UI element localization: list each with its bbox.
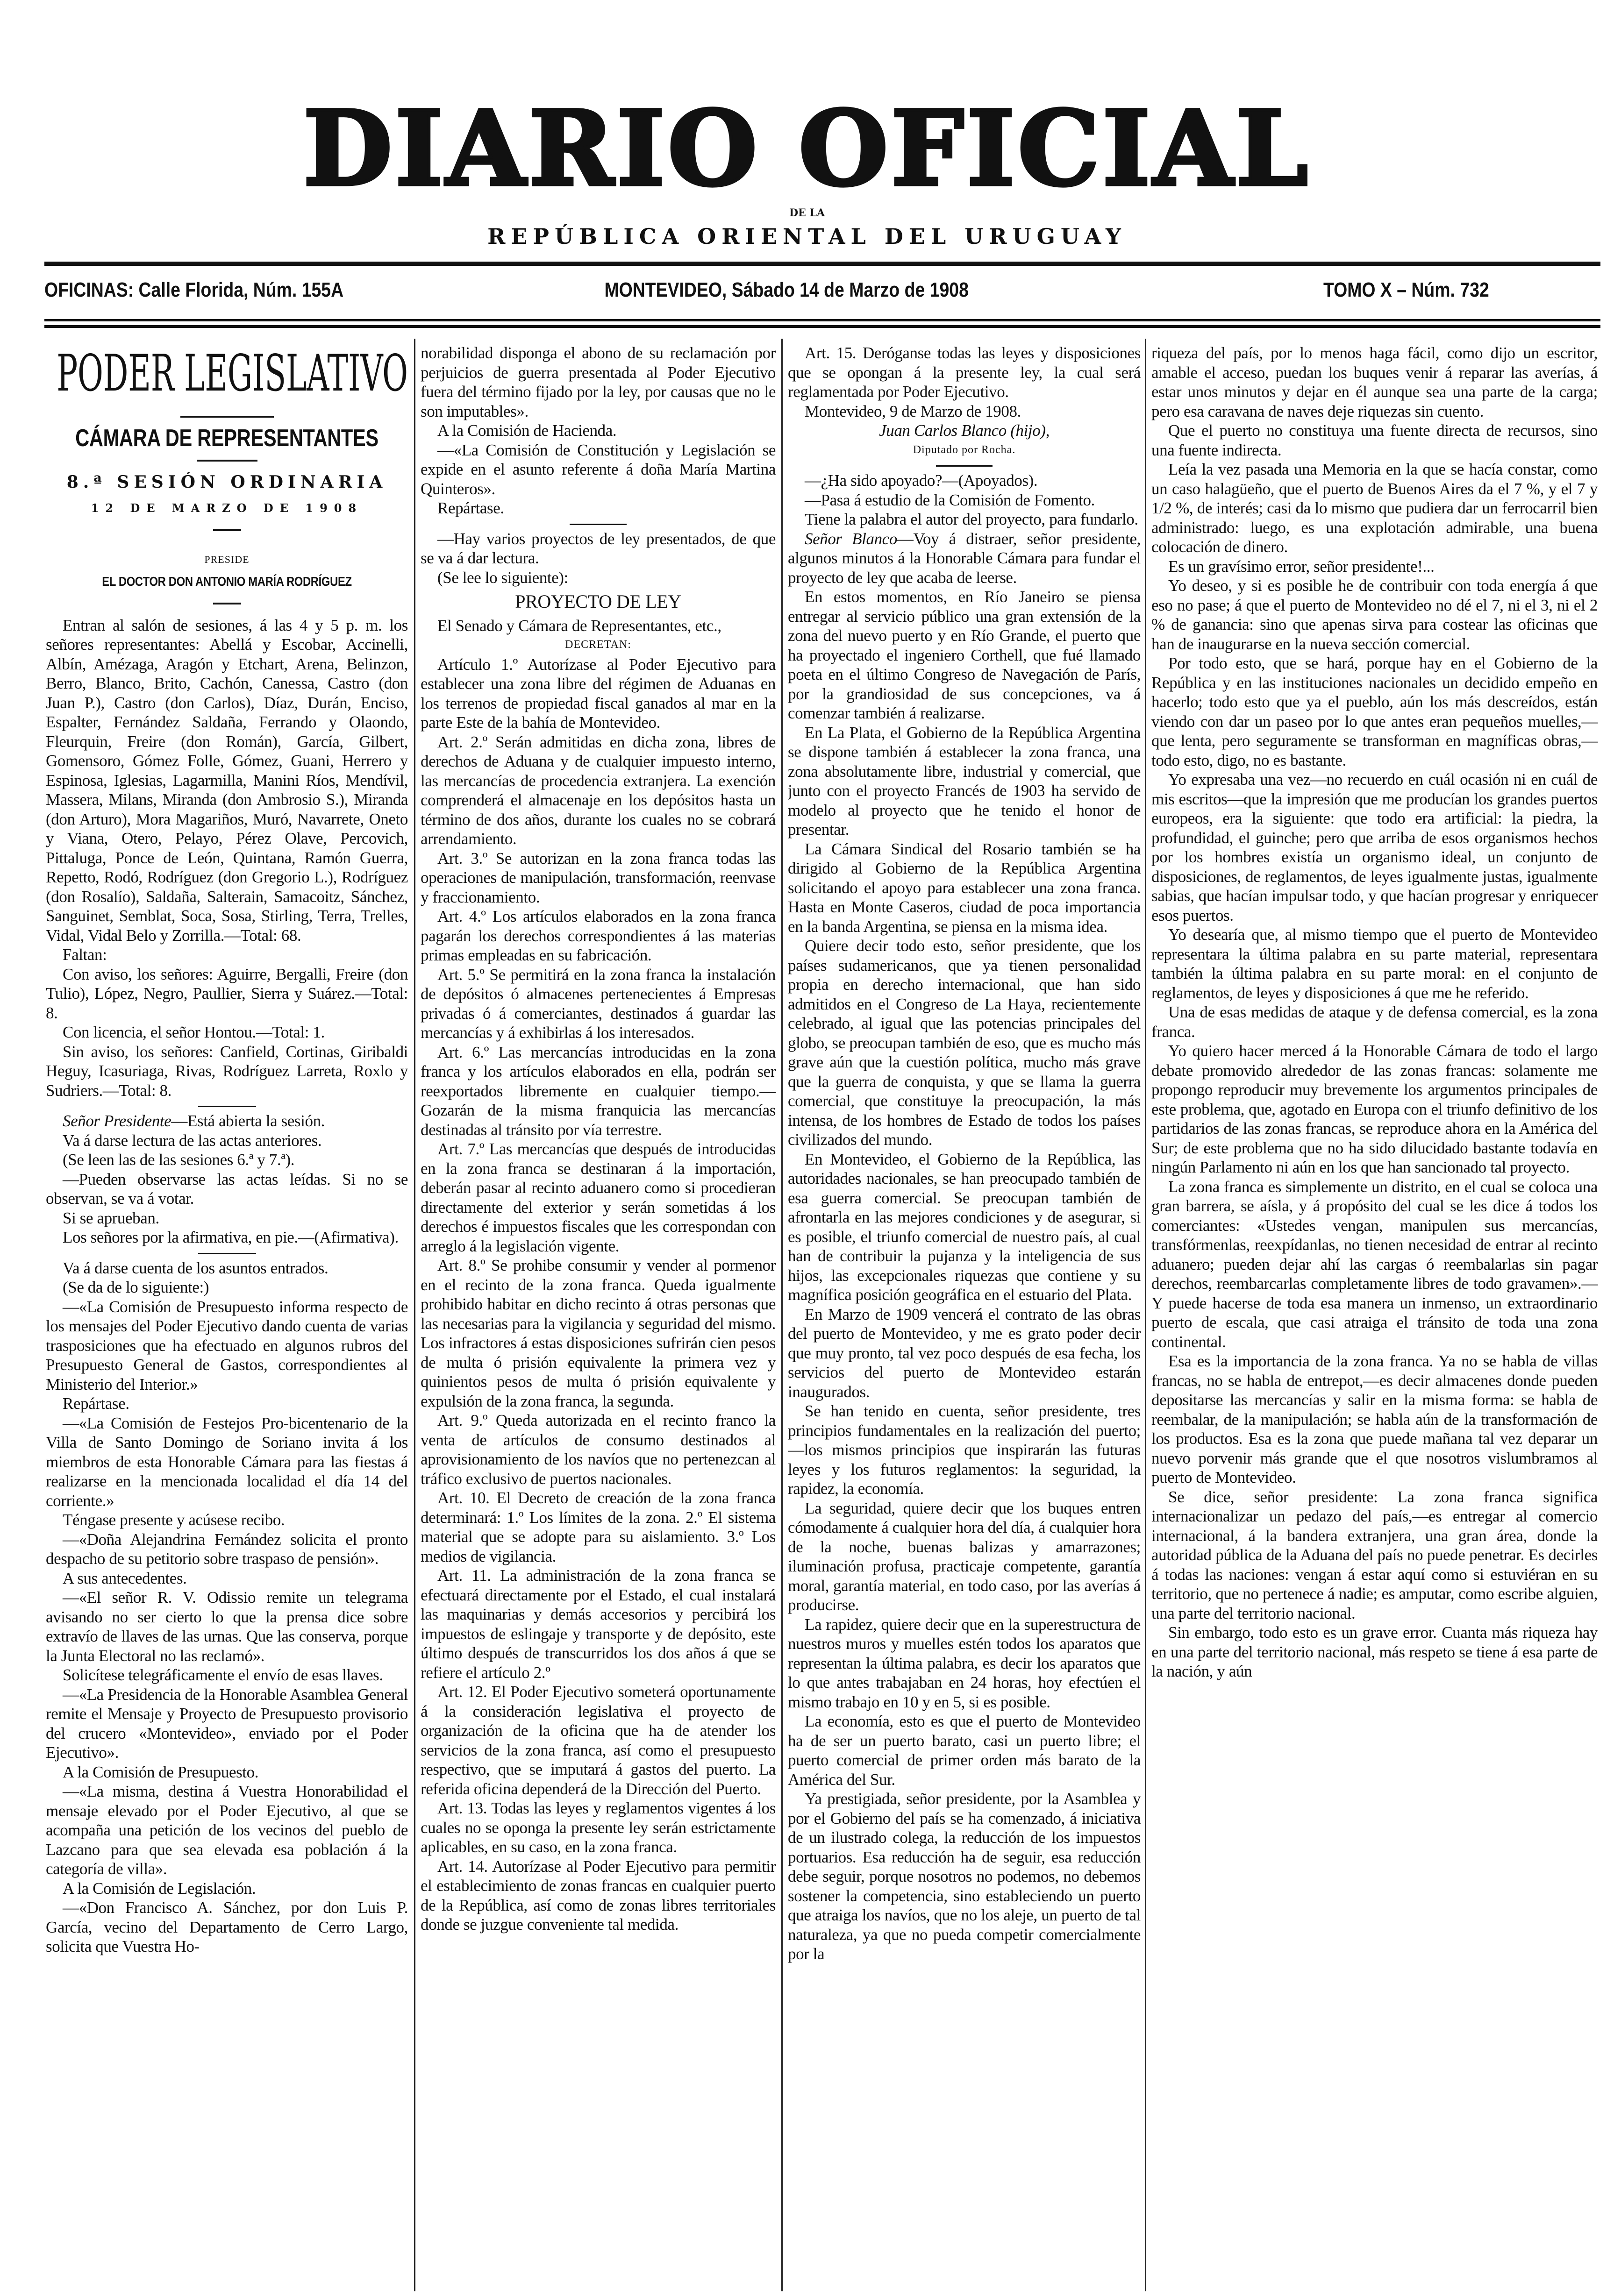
- paragraph: [421, 655, 776, 732]
- section-title: PODER LEGISLATIVO: [57, 344, 408, 403]
- offices-address: OFICINAS: Calle Florida, Núm. 155A: [44, 278, 344, 301]
- paragraph: [788, 402, 1141, 421]
- paragraph: [1151, 1487, 1598, 1623]
- column-2: [421, 343, 776, 2296]
- paragraph: [421, 849, 776, 907]
- paragraph: [1151, 460, 1598, 557]
- paragraph-text: —«La misma, destina á Vuestra Honorabilidad el mensaje elevado por el Poder Ejecutivo, al que se acompaña una petición de los vecinos del pueblo de Lazcano para que sea elevada esa población á la categoría de villa».: [46, 1782, 408, 1878]
- paragraph-text: La zona franca es simplemente un distrito, en el cual se coloca una gran barrera, se aísla, y á propósito del cual se les dice á todos los comerciantes: «Ustedes vengan, manipulen sus mercancías, transfórmenlas, reexpídanlas, no tienen necesidad de entrar al recinto aduanero; pueden dejar ahí las cargas ó reembalarlas sin pagar derechos, reembarcarlas completamente libres de todo gravamen».—Y puede hacerse de toda esa manera un inmenso, un extraordinario puerto de escala, que casi atraiga el tránsito de toda una zona continental.: [1151, 1177, 1598, 1351]
- masthead-rule: [44, 262, 1600, 266]
- paragraph-text: Montevideo, 9 de Marzo de 1908.: [805, 402, 1021, 420]
- paragraph-text: Entran al salón de sesiones, á las 4 y 5 p. m. los señores representantes: Abellá y Escobar, Accinelli, Albín, Amézaga, Aragón y Etchart, Arena, Belinzon, Berro, Blanco, Brito, Cachón, Canessa, Castro (don Juan P.), Castro (don Carlos), Díaz, Durán, Enciso, Espalter, Fernández Saldaña, Ferrando y Olaondo, Fleurquin, Freire (don Román), García, Gilbert, Gomensoro, Gómez Folle, Gómez, Guani, Herrero y Espinosa, Iglesias, Lagarmilla, Manini Ríos, Mendívil, Massera, Milans, Miranda (don Ambrosio S.), Miranda (don Arturo), Mora Magariños, Muró, Navarrete, Oneto y Viana, Otero, Pelayo, Pérez Olave, Percovich, Pittaluga, Ponce de León, Quintana, Ramón Guerra, Repetto, Rodó, Rodríguez (don Gregorio L.), Rodríguez (don Rosalío), Saldaña, Salterain, Samacoitz, Sánchez, Sanguinet, Semblat, Soca, Sosa, Stirling, Terra, Trelles, Vidal, Vidal Belo y Zorrilla.—Total: 68.: [46, 616, 408, 945]
- paragraph-text: Sin embargo, todo esto es un grave error. Cuanta más riqueza hay en una parte del territorio nacional, más respeto se tiene á esa parte de la nación, y aún: [1151, 1623, 1598, 1680]
- paragraph-text: (Se lee lo siguiente):: [437, 568, 568, 587]
- paragraph-text: Art. 14. Autorízase al Poder Ejecutivo para permitir el establecimiento de zonas francas en cualquier puerto de la República, así como de zonas libres territoriales donde se juzgue conveniente tal medida.: [421, 1857, 776, 1933]
- paragraph: [421, 965, 776, 1043]
- separator-rule: [421, 518, 776, 529]
- paragraph-text: Es un gravísimo error, señor presidente!...: [1168, 557, 1435, 576]
- paragraph: [421, 343, 776, 421]
- paragraph-text: Art. 7.º Las mercancías que después de introducidas en la zona franca se destinaran á la importación, deberán pasar al recinto aduanero como si procedieran directamente del exterior y serán sometidas á los derechos é impuestos fiscales que les correspondan con arreglo á la legislación vigente.: [421, 1140, 776, 1255]
- paragraph: [1151, 576, 1598, 654]
- paragraph-text: —Hay varios proyectos de ley presentados, de que se va á dar lectura.: [421, 529, 776, 567]
- paragraph: [46, 1278, 408, 1297]
- paragraph-text: —«La Comisión de Festejos Pro-bicentenario de la Villa de Santo Domingo de Soriano invita á los miembros de esta Honorable Cámara para las fiestas á realizarse en la mencionada localidad el día 14 del corriente.»: [46, 1414, 408, 1510]
- paragraph: [46, 1588, 408, 1665]
- paragraph-text: Art. 12. El Poder Ejecutivo someterá oportunamente á la consideración legislativa el proyecto de organización de la oficina que ha de atender los servicios de la zona franca, así como el presupuesto respectivo, que se imputará á gastos del puerto. La referida oficina dependerá de la Dirección del Puerto.: [421, 1683, 776, 1798]
- paragraph: [46, 1569, 408, 1588]
- paragraph-text: A la Comisión de Hacienda.: [437, 421, 617, 440]
- separator-rule: [788, 460, 1141, 471]
- paragraph-text: La seguridad, quiere decir que los buques entren cómodamente á cualquier hora del día, á cualquier hora de la noche, buenas balizas y amarrazones; iluminación profusa, practicaje competente, garantía moral, garantía material, en todo caso, por las averías á producirse.: [788, 1499, 1141, 1614]
- dateline: MONTEVIDEO, Sábado 14 de Marzo de 1908: [604, 278, 969, 301]
- paragraph: [1151, 343, 1598, 421]
- paragraph-text: En estos momentos, en Río Janeiro se piensa entregar al servicio público una gran extensión de la zona del nuevo puerto y en Río Grande, el puerto que ha proyectado el ingeniero Corthell, que fué llamado poeta en el último Congreso de Navegación de París, por la grandiosidad de sus concepciones, va á comenzar también á realizarse.: [788, 588, 1141, 722]
- president-name: EL DOCTOR DON ANTONIO MARÍA RODRÍGUEZ: [102, 574, 352, 589]
- divider: [213, 529, 241, 531]
- info-bar: [44, 278, 1489, 311]
- paragraph: [788, 529, 1141, 588]
- paragraph: [1151, 1041, 1598, 1177]
- paragraph-text: —«La Presidencia de la Honorable Asamblea General remite el Mensaje y Proyecto de Presupuesto provisorio del crucero «Montevideo», enviado por el Poder Ejecutivo».: [46, 1685, 408, 1762]
- paragraph: [1151, 1351, 1598, 1487]
- paragraph-text: —Está abierta la sesión.: [171, 1112, 325, 1130]
- paragraph-text: Se dice, señor presidente: La zona franca significa internacionalizar un pedazo del país,—es entregar al comercio internacional, á la bandera extranjera, una gran área, donde la autoridad pública de la Aduana del país no puede penetrar. Es decirles á todas las naciones: vengan á estar aquí como si estuviéran en su territorio, que no pertenece á nadie; es amputar, como escribe alguien, una parte del territorio nacional.: [1151, 1487, 1598, 1622]
- paragraph: [421, 441, 776, 499]
- paragraph-text: Los señores por la afirmativa, en pie.—(Afirmativa).: [63, 1228, 399, 1246]
- paragraph-text: Art. 13. Todas las leyes y reglamentos vigentes á los cuales no se oponga la presente ley serán estrictamente aplicables, en su caso, en la zona franca.: [421, 1799, 776, 1856]
- masthead-de-la: DE LA: [789, 207, 825, 219]
- paragraph: [46, 1111, 408, 1131]
- paragraph-text: Esa es la importancia de la zona franca. Ya no se habla de villas francas, no se habla de entrepot,—es decir almacenes donde pueden depositarse las mercancías y salir en la misma forma: se habla de reembalar, de la manipulación; se habla aún de la transformación de los productos. Esa es la zona que puede mañana tal vez deparar un nuevo porvenir más grande que el que nosotros vislumbramos al puerto de Montevideo.: [1151, 1352, 1598, 1486]
- paragraph: [788, 936, 1141, 1150]
- paragraph-text: Que el puerto no constituya una fuente directa de recursos, sino una fuente indirecta.: [1151, 421, 1598, 459]
- preside-label: PRESIDE: [204, 553, 250, 565]
- paragraph-text: —«Doña Alejandrina Fernández solicita el pronto despacho de su petitorio sobre traspaso de pensión».: [46, 1530, 408, 1568]
- paragraph: [788, 1712, 1141, 1789]
- paragraph-text: Art. 10. El Decreto de creación de la zona franca determinará: 1.º Los límites de la zona. 2.º El sistema material que se adopte para su aislamiento. 3.º Los medios de vigilancia.: [421, 1489, 776, 1565]
- column-body: [788, 343, 1141, 1964]
- paragraph-text: Art. 3.º Se autorizan en la zona franca todas las operaciones de manipulación, transformación, reenvase y fraccionamiento.: [421, 849, 776, 906]
- paragraph: [46, 1685, 408, 1763]
- paragraph: [421, 1256, 776, 1411]
- paragraph-text: Art. 2.º Serán admitidas en dicha zona, libres de derechos de Aduana y de cualquier impuesto interno, las mercancías de procedencia extranjera. La exención comprenderá el almacenaje en los depósitos hasta un término de dos años, durante los cuales no se cobrará arrendamiento.: [421, 732, 776, 848]
- paragraph-text: En Marzo de 1909 vencerá el contrato de las obras del puerto de Montevideo, y me es grato poder decir que muy pronto, tal vez poco después de esa fecha, los servicios del puerto de Montevideo estarán inaugurados.: [788, 1305, 1141, 1401]
- paragraph: [421, 616, 776, 636]
- paragraph-text: norabilidad disponga el abono de su reclamación por perjuicios de guerra presentada al Poder Ejecutivo fuera del término fijado por la ley, por causas que no le son imputables».: [421, 344, 776, 420]
- paragraph-text: Art. 4.º Los artículos elaborados en la zona franca pagarán los derechos correspondientes á las materias primas empleadas en su fabricación.: [421, 907, 776, 964]
- paragraph: [788, 421, 1141, 441]
- paragraph: [46, 1879, 408, 1898]
- paragraph-text: El Senado y Cámara de Representantes, etc.,: [437, 616, 721, 635]
- paragraph-text: Con licencia, el señor Hontou.—Total: 1.: [63, 1023, 325, 1041]
- paragraph-text: Va á darse lectura de las actas anteriores.: [63, 1131, 322, 1150]
- paragraph: [421, 1139, 776, 1256]
- paragraph-text: Yo desearía que, al mismo tiempo que el puerto de Montevideo representara la última palabra en su parte material, representara también la última palabra en su parte moral: en el conjunto de reglamentos, de leyes y disposiciones á que me he referido.: [1151, 925, 1598, 1002]
- column-body: [46, 616, 408, 1956]
- paragraph-text: Si se aprueban.: [63, 1208, 159, 1227]
- paragraph: [1151, 1177, 1598, 1352]
- paragraph-text: A la Comisión de Presupuesto.: [63, 1763, 259, 1781]
- paragraph-text: La Cámara Sindical del Rosario también se ha dirigido al Gobierno de la República Argentina solicitando el apoyo para establecer una zona franca. Hasta en Monte Caseros, ciudad de poca importancia en la banda Argentina, se piensa en la misma idea.: [788, 839, 1141, 936]
- paragraph: [788, 1150, 1141, 1305]
- paragraph-text: Repártase.: [437, 499, 504, 517]
- paragraph-text: Art. 15. Deróganse todas las leyes y disposiciones que se opongan á la presente ley, la cual será reglamentada por Poder Ejecutivo.: [788, 344, 1141, 401]
- session-date: 12 DE MARZO DE 1908: [91, 501, 363, 515]
- paragraph: [421, 1488, 776, 1566]
- paragraph-text: Quiere decir todo esto, señor presidente, que los países sudamericanos, que ya tienen personalidad propia en derecho internacional, que han sido admitidos en el Congreso de La Haya, recientemente celebrado, al igual que las potencias principales del globo, se preocupan también de eso, que es mucho más grave aún que la cuestión política, mucho más grave que la guerra de conquista, y que se llama la guerra comercial, que constituye la preocupación, la más intensa, de los hombres de Estado de todos los países civilizados del mundo.: [788, 937, 1141, 1149]
- paragraph: [788, 441, 1141, 460]
- paragraph: [46, 1782, 408, 1879]
- paragraph: [421, 732, 776, 849]
- paragraph: [46, 1042, 408, 1101]
- paragraph: [46, 1208, 408, 1228]
- paragraph-text: En Montevideo, el Gobierno de la República, las autoridades nacionales, se han preocupado también de esa guerra comercial. Se preocupan también de afrontarla en las mejores condiciones y de asegurar, si es posible, el triunfo comercial de nuestro país, al cual han de contribuir la pujanza y la inteligencia de sus hijos, las excepcionales riquezas que contiene y su magnífica posición geográfica en el estuario del Plata.: [788, 1150, 1141, 1304]
- paragraph-text: Solicítese telegráficamente el envío de esas llaves.: [63, 1666, 383, 1684]
- paragraph: [46, 965, 408, 1023]
- paragraph: [46, 1763, 408, 1782]
- paragraph-text: A la Comisión de Legislación.: [63, 1879, 256, 1898]
- paragraph-text: Diputado por Rocha.: [913, 443, 1016, 456]
- paragraph-text: Con aviso, los señores: Aguirre, Bergalli, Freire (don Tulio), López, Negro, Paullier, Sierra y Suárez.—Total: 8.: [46, 965, 408, 1022]
- paragraph-text: Art. 6.º Las mercancías introducidas en la zona franca y los artículos elaborados en ella, podrán ser reexportados libremente en cualquier tiempo.—Gozarán de la misma franquicia las mercancías destinadas al tránsito por vía terrestre.: [421, 1043, 776, 1139]
- paragraph-text: Yo deseo, y si es posible he de contribuir con toda energía á que eso no pase; á que el puerto de Montevideo no dé el 7, ni el 3, ni el 2 % de ganancia: sino que apenas sirva para costear las oficinas que han de inaugurarse en la nueva sección comercial.: [1151, 576, 1598, 653]
- column-rule: [1145, 339, 1146, 2291]
- paragraph: [421, 1682, 776, 1798]
- paragraph-text: Art. 8.º Se prohibe consumir y vender al pormenor en el recinto de la zona franca. Queda igualmente prohibido habitar en dicho recinto á otras personas que las necesarias para la vigilancia y seguridad del mismo. Los infractores á estas disposiciones sufrirán cien pesos de multa ó prisión equivalente la primera vez y quinientos pesos de multa ó prisión equivalente y expulsión de la zona franca, la segunda.: [421, 1256, 776, 1410]
- paragraph: [1151, 654, 1598, 770]
- paragraph-text: PROYECTO DE LEY: [515, 591, 681, 612]
- paragraph-text: La economía, esto es que el puerto de Montevideo ha de ser un puerto barato, casi un puerto libre; el puerto comercial de primer orden más barato de la América del Sur.: [788, 1712, 1141, 1789]
- paragraph: [1151, 925, 1598, 1002]
- paragraph: [46, 1394, 408, 1414]
- paragraph: [421, 1043, 776, 1140]
- masthead-subtitle: REPÚBLICA ORIENTAL DEL URUGUAY: [487, 224, 1127, 249]
- paragraph-text: Una de esas medidas de ataque y de defensa comercial, es la zona franca.: [1151, 1003, 1598, 1041]
- column-body: [421, 343, 776, 1934]
- masthead-title: DIARIO OFICIAL: [303, 88, 1311, 209]
- chamber-title: CÁMARA DE REPRESENTANTES: [75, 425, 379, 452]
- paragraph-text: Por todo esto, que se hará, porque hay en el Gobierno de la República y en las instituciones nacionales un decidido empeño en hacerlo; todo esto que ya el pueblo, aún los más descreídos, están viendo con dar un paseo por lo que antes eran pequeños muelles,—que lenta, pero seguramente se transforman en magníficas obras,—todo esto, digo, no es bastante.: [1151, 654, 1598, 769]
- volume-number: TOMO X – Núm. 732: [1323, 278, 1489, 301]
- paragraph: [788, 1499, 1141, 1615]
- paragraph: [46, 1131, 408, 1151]
- paragraph-text: —«Don Francisco A. Sánchez, por don Luis P. García, vecino del Departamento de Cerro Largo, solicita que Vuestra Ho-: [46, 1898, 408, 1955]
- paragraph: [46, 1665, 408, 1685]
- paragraph: [1151, 557, 1598, 576]
- speaker-name: Señor Presidente: [63, 1112, 171, 1130]
- paragraph: [1151, 770, 1598, 925]
- paragraph-text: En La Plata, el Gobierno de la República Argentina se dispone también á establecer la zona franca, una zona absolutamente libre, industrial y comercial, que junto con el proyecto Francés de 1903 ha servido de modelo al proyecto que he tenido el honor de presentar.: [788, 723, 1141, 839]
- paragraph: [46, 1170, 408, 1208]
- separator-rule: [46, 1100, 408, 1111]
- paragraph: [46, 1530, 408, 1569]
- paragraph: [46, 1023, 408, 1042]
- paragraph-text: Leía la vez pasada una Memoria en la que se hacía constar, como un caso halagüeño, que el puerto de Buenos Aires da el 7 %, y el 7 y 1/2 %, de interés; casi da lo mismo que pudiera dar un ferrocarril bien administrado: luego, es una explotación admirable, una buena colocación de dinero.: [1151, 460, 1598, 556]
- paragraph: [421, 1857, 776, 1934]
- column-1: [46, 336, 408, 2289]
- column-rule: [781, 339, 783, 2291]
- paragraph: [46, 1150, 408, 1170]
- paragraph-text: Yo quiero hacer merced á la Honorable Cámara de todo el largo debate promovido alrededor de las zonas francas: solamente me propongo reproducir muy brevemente los argumentos principales de este problema, que, agotado en Europa con el triunfo definitivo de los partidarios de las zonas francas, se reproduce ahora en la América del Sur; de este problema que no ha sido dilucidado bastante todavía en ningún Parlamento ni aún en los que han sancionado tal proyecto.: [1151, 1042, 1598, 1176]
- paragraph: [788, 1789, 1141, 1964]
- paragraph-text: —Pueden observarse las actas leídas. Si no se observan, se va á votar.: [46, 1170, 408, 1208]
- paragraph-text: —«La Comisión de Presupuesto informa respecto de los mensajes del Poder Ejecutivo dando cuenta de varias trasposiciones que ha efectuado en algunos rubros del Presupuesto General de Gastos, correspondientes al Ministerio del Interior.»: [46, 1297, 408, 1393]
- paragraph: [421, 568, 776, 588]
- paragraph: [788, 1401, 1141, 1499]
- paragraph-text: Faltan:: [63, 945, 107, 964]
- paragraph-text: Artículo 1.º Autorízase al Poder Ejecutivo para establecer una zona libre del régimen de Aduanas en los terrenos de propiedad fiscal ganados al mar en la parte Este de la bahía de Montevideo.: [421, 655, 776, 732]
- column-rule: [414, 339, 415, 2291]
- paragraph: [788, 587, 1141, 723]
- infobar-rule-bottom: [44, 325, 1600, 328]
- paragraph: [788, 471, 1141, 490]
- paragraph-text: Tiene la palabra el autor del proyecto, para fundarlo.: [805, 510, 1138, 528]
- paragraph-text: Art. 5.º Se permitirá en la zona franca la instalación de depósitos ó almacenes pertenecientes á Empresas privadas ó á comerciantes, destinados á guardar las mercancías y á exhibirlas á los interesados.: [421, 965, 776, 1042]
- paragraph: [788, 1615, 1141, 1712]
- paragraph: [46, 1414, 408, 1511]
- paragraph: [46, 616, 408, 945]
- paragraph-text: Se han tenido en cuenta, señor presidente, tres principios fundamentales en la realización del puerto;—los mismos principios que inspirarán las futuras leyes y los futuros reglamentos: la seguridad, la rapidez, la economía.: [788, 1402, 1141, 1498]
- paragraph-text: Ya prestigiada, señor presidente, por la Asamblea y por el Gobierno del país se ha comenzado, á iniciativa de un ilustrado colega, la reducción de los impuestos portuarios. Esa reducción ha de seguir, esa reducción debe seguir, porque nosotros no podemos, no debemos sostener la competencia, sino estableciendo un puerto que atraiga los navíos, que no los aleje, un puerto de tal naturaleza, ya que no pueda competir comercialmente por la: [788, 1790, 1141, 1963]
- paragraph: [421, 421, 776, 441]
- divider: [197, 460, 257, 462]
- paragraph: [421, 498, 776, 518]
- paragraph-text: Art. 11. La administración de la zona franca se efectuará directamente por el Estado, el cual instalará las maquinarias y demás accesorios y percibirá los impuestos de eslingaje y transporte y de depósito, este último después de transcurridos los dos años á que se refiere el artículo 2.º: [421, 1566, 776, 1682]
- divider: [180, 416, 274, 418]
- separator-rule: [46, 1247, 408, 1258]
- paragraph: [46, 945, 408, 965]
- paragraph: [421, 1411, 776, 1488]
- paragraph: [421, 635, 776, 655]
- speaker-name: Señor Blanco: [805, 529, 897, 548]
- paragraph-text: —«El señor R. V. Odissio remite un telegrama avisando no ser cierto lo que la prensa dice sobre extravío de llaves de las urnas. Que las conserva, porque la Junta Electoral no las reclamó».: [46, 1588, 408, 1665]
- paragraph: [46, 1258, 408, 1278]
- paragraph: [1151, 1623, 1598, 1681]
- paragraph-text: —Voy á distraer, señor presidente, algunos minutos á la Honorable Cámara para fundar el proyecto de ley que acaba de leerse.: [788, 529, 1141, 587]
- paragraph-text: Sin aviso, los señores: Canfield, Cortinas, Giribaldi Heguy, Icasuriaga, Rivas, Rodríguez Larreta, Roxlo y Sudriers.—Total: 8.: [46, 1042, 408, 1100]
- session-title: 8.ª SESIÓN ORDINARIA: [66, 472, 387, 492]
- paragraph: [46, 1297, 408, 1394]
- column-body: [1151, 343, 1598, 1681]
- bill-heading: [421, 592, 776, 611]
- paragraph: [46, 1510, 408, 1530]
- paragraph: [788, 723, 1141, 839]
- paragraph-text: A sus antecedentes.: [63, 1569, 187, 1587]
- paragraph: [421, 907, 776, 965]
- paragraph-text: (Se da de lo siguiente:): [63, 1278, 209, 1296]
- paragraph: [421, 1798, 776, 1857]
- divider: [213, 603, 241, 604]
- paragraph-text: —¿Ha sido apoyado?—(Apoyados).: [805, 471, 1038, 490]
- infobar-rule-top: [44, 319, 1600, 321]
- paragraph: [46, 1228, 408, 1247]
- paragraph: [46, 1898, 408, 1956]
- paragraph-text: riqueza del país, por lo menos haga fácil, como dijo un escritor, amable el acceso, puedan los buques venir á reparar las averías, á estar unos minutos y dejar en él aunque sea una parte de la carga; pero esa caravana de naves deje riquezas sin cuento.: [1151, 344, 1598, 420]
- paragraph: [1151, 1002, 1598, 1041]
- paragraph: [421, 529, 776, 568]
- paragraph: [788, 1305, 1141, 1402]
- paragraph: [421, 1566, 776, 1682]
- paragraph-text: (Se leen las de las sesiones 6.ª y 7.ª).: [63, 1151, 295, 1169]
- paragraph: [788, 343, 1141, 402]
- paragraph-text: La rapidez, quiere decir que en la superestructura de nuestros muros y muelles estén todos los aparatos que representan la última palabra, es decir los aparatos que lo que antes trabajaban en 24 horas, hoy efectúen el mismo trabajo en 10 y en 5, si es posible.: [788, 1615, 1141, 1711]
- paragraph-text: Repártase.: [63, 1394, 129, 1413]
- paragraph-text: Va á darse cuenta de los asuntos entrados.: [63, 1258, 329, 1277]
- column-4: [1151, 343, 1600, 2296]
- paragraph: [788, 839, 1141, 937]
- speaker-name: Juan Carlos Blanco (hijo),: [879, 421, 1050, 440]
- column-3: [788, 343, 1141, 2296]
- paragraph-text: DECRETAN:: [565, 639, 631, 651]
- paragraph: [788, 490, 1141, 510]
- paragraph-text: —Pasa á estudio de la Comisión de Fomento.: [805, 490, 1095, 509]
- paragraph-text: Téngase presente y acúsese recibo.: [63, 1511, 285, 1529]
- paragraph: [1151, 421, 1598, 460]
- paragraph-text: Yo expresaba una vez—no recuerdo en cuál ocasión ni en cuál de mis escritos—que la impresión que me producían los grandes puertos europeos, era la siguiente: que todo era artificial: la piedra, la profundidad, el guinche; pero que arriba de esos organismos hechos por los hombres existía un organismo ideal, un conjunto de disposiciones, de reglamentos, de leyes igualmente justas, igualmente sabias, que hacían impulsar todo, y que hacían progresar y enriquecer esos puertos.: [1151, 770, 1598, 924]
- paragraph-text: —«La Comisión de Constitución y Legislación se expide en el asunto referente á doña María Martina Quinteros».: [421, 441, 776, 498]
- paragraph: [788, 510, 1141, 529]
- paragraph-text: Art. 9.º Queda autorizada en el recinto franco la venta de artículos de consumo destinados al aprovisionamiento de los navíos que no pertenezcan al tráfico exclusivo de puertos nacionales.: [421, 1411, 776, 1488]
